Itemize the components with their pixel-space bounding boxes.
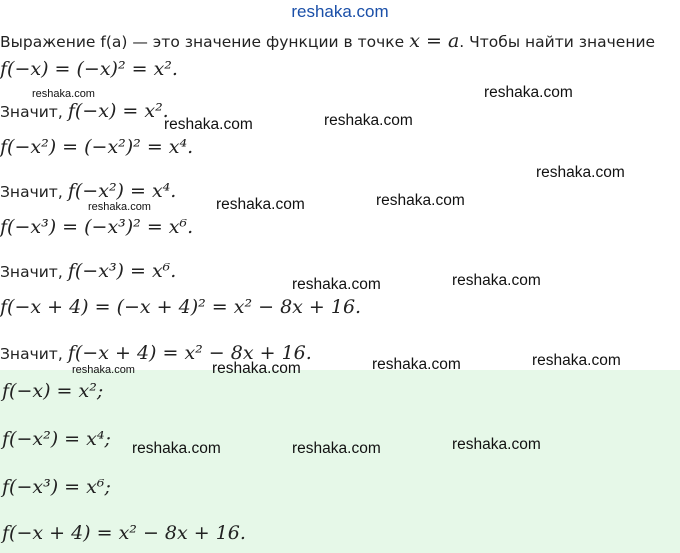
- step-2-conclusion-math: f(−x²) = x⁴.: [67, 180, 177, 202]
- watermark: reshaka.com: [72, 364, 135, 376]
- watermark: reshaka.com: [376, 192, 465, 209]
- step-2-conclusion: [0, 180, 176, 202]
- watermark: reshaka.com: [452, 272, 541, 289]
- intro-math: x = a: [409, 30, 460, 52]
- step-2-conclusion-label: Значит,: [0, 183, 63, 201]
- watermark: reshaka.com: [216, 196, 305, 213]
- intro-tail: . Чтобы найти значение: [459, 33, 656, 51]
- watermark: reshaka.com: [536, 164, 625, 181]
- answer-line-1: f(−x) = x²;: [2, 380, 104, 402]
- watermark: reshaka.com: [32, 88, 95, 100]
- step-1-conclusion-math: f(−x) = x².: [67, 100, 169, 122]
- intro-text: Выражение f(a) — это значение функции в точке: [0, 33, 405, 51]
- watermark: reshaka.com: [484, 84, 573, 101]
- step-3-conclusion: [0, 260, 176, 282]
- answer-line-3: f(−x³) = x⁶;: [2, 476, 111, 498]
- watermark: reshaka.com: [324, 112, 413, 129]
- step-4-conclusion-label: Значит,: [0, 345, 63, 363]
- watermark: reshaka.com: [372, 356, 461, 373]
- answer-line-2: f(−x²) = x⁴;: [2, 428, 111, 450]
- step-1-formula: f(−x) = (−x)² = x².: [0, 58, 178, 80]
- watermark: reshaka.com: [292, 440, 381, 457]
- intro-line: [0, 30, 655, 52]
- watermark: reshaka.com: [452, 436, 541, 453]
- step-3-conclusion-label: Значит,: [0, 263, 63, 281]
- step-2-formula: f(−x²) = (−x²)² = x⁴.: [0, 136, 194, 158]
- watermark: reshaka.com: [88, 201, 151, 213]
- step-3-formula: f(−x³) = (−x³)² = x⁶.: [0, 216, 194, 238]
- watermark: reshaka.com: [132, 440, 221, 457]
- answer-box: [0, 370, 680, 553]
- watermark: reshaka.com: [292, 276, 381, 293]
- watermark: reshaka.com: [532, 352, 621, 369]
- answer-line-4: f(−x + 4) = x² − 8x + 16.: [2, 522, 246, 544]
- step-1-conclusion: [0, 100, 169, 122]
- step-3-conclusion-math: f(−x³) = x⁶.: [67, 260, 177, 282]
- step-4-formula: f(−x + 4) = (−x + 4)² = x² − 8x + 16.: [0, 296, 362, 318]
- watermark: reshaka.com: [164, 116, 253, 133]
- step-1-conclusion-label: Значит,: [0, 103, 63, 121]
- watermark: reshaka.com: [212, 360, 301, 377]
- step-4-conclusion-math: f(−x + 4) = x² − 8x + 16.: [67, 342, 312, 364]
- site-header-link[interactable]: reshaka.com: [291, 2, 389, 21]
